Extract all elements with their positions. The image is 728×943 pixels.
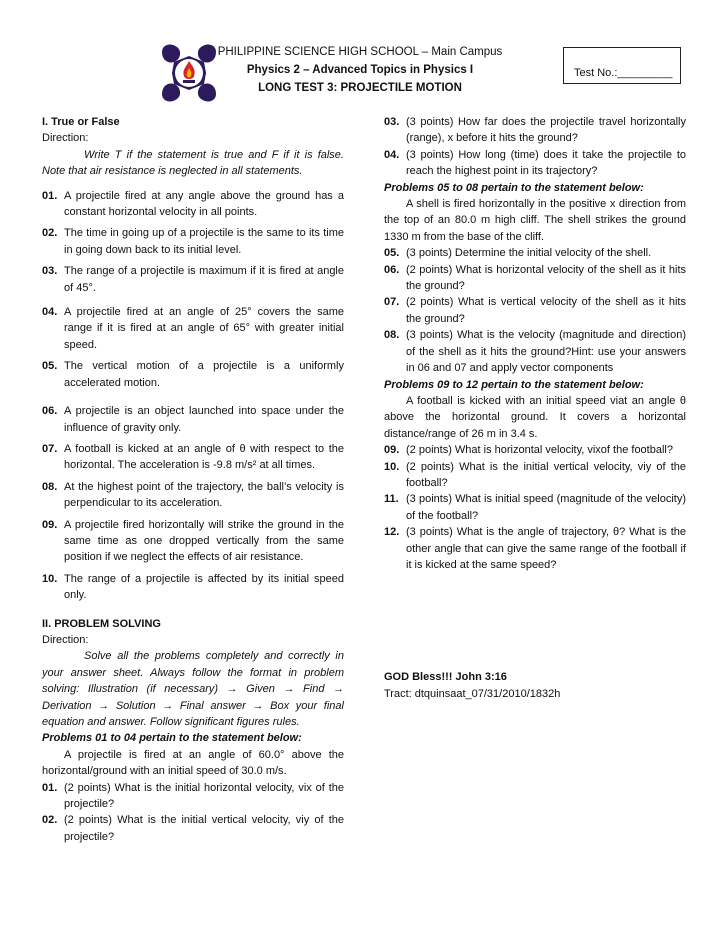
list-item: 07. A football is kicked at an angle of θ with respect to the horizontal. The acceleration is -9.8 m/s² at all times. (42, 442, 344, 472)
list-item: 08. At the highest point of the trajectory, the ball’s velocity is perpendicular to its acceleration. (42, 480, 344, 510)
part2-direction-label: Direction: (42, 633, 89, 646)
test-number-label: Test No.:_________ (574, 67, 673, 79)
part1-title: I. True or False (42, 116, 120, 128)
left-column (42, 114, 344, 845)
tract-info: Tract: dtquinsaat_07/31/2010/1832h (384, 687, 561, 700)
group1-heading: Problems 01 to 04 pertain to the statement below: (42, 732, 302, 745)
list-item: 09. A projectile fired horizontally will strike the ground in the same time as one dropped vertically from the same position if we neglect the effects of air resistance. (42, 518, 344, 564)
list-item: 08. (3 points) What is the velocity (magnitude and direction) of the shell as it hits the ground?Hint: use your answers in 06 and 07 and apply vector components (384, 329, 686, 375)
list-item: 02. (2 points) What is the initial vertical velocity, viy of the projectile? (42, 814, 344, 843)
list-item: 01. A projectile fired at any angle above the ground has a constant horizontal velocity in all points. (42, 189, 344, 219)
list-item: 12. (3 points) What is the angle of trajectory, θ? What is the other angle that can give the same range of the football if it is kicked at the same speed? (384, 526, 686, 571)
list-item: 11. (3 points) What is initial speed (magnitude of the velocity) of the football? (384, 493, 686, 522)
group3-heading: Problems 09 to 12 pertain to the statement below: (384, 378, 644, 391)
list-item: 09. (2 points) What is horizontal velocity, vixof the football? (384, 444, 673, 457)
list-item: 05. (3 points) Determine the initial velocity of the shell. (384, 247, 652, 260)
list-item: 07. (2 points) What is vertical velocity of the shell as it hits the ground? (384, 296, 686, 325)
list-item: 10. (2 points) What is the initial vertical velocity, viy of the football? (384, 460, 686, 489)
list-item: 01. (2 points) What is the initial horizontal velocity, vix of the projectile? (42, 781, 344, 811)
part2-direction: Solve all the problems completely and correctly in your answer sheet. Always follow the format in problem solving: Illustration (if necessary) → Given → Find → Derivation → Solution → Final answer → Box your final equation and answer. Follow significant figures rules. (42, 650, 344, 728)
group3-statement: A football is kicked with an initial speed viat an angle θ above the horizontal ground. It covers a horizontal distance/range of 26 m in 3.4 s. (384, 394, 686, 440)
list-item: 06. (2 points) What is horizontal velocity of the shell as it hits the ground? (384, 263, 686, 293)
right-column (384, 114, 686, 702)
true-false-list (42, 188, 344, 604)
list-item: 03. (3 points) How far does the projectile travel horizontally (range), x before it hits the ground? (384, 116, 686, 145)
group2-heading: Problems 05 to 08 pertain to the statement below: (384, 181, 644, 194)
list-item: 04. A projectile fired at an angle of 25° covers the same range if it is fired at an angle of 65° with greater initial speed. (42, 306, 344, 351)
blessing: GOD Bless!!! John 3:16 (384, 671, 507, 684)
list-item: 02. The time in going up of a projectile is the same to its time in going down back to its initial level. (42, 227, 344, 256)
group2-statement: A shell is fired horizontally in the positive x direction from the top of an 80.0 m high cliff. The shell strikes the ground 1330 m from the base of the cliff. (384, 198, 686, 243)
course-title: Physics 2 – Advanced Topics in Physics I (246, 64, 474, 76)
list-item: 05. The vertical motion of a projectile is a uniformly accelerated motion. (42, 360, 344, 389)
list-item: 06. A projectile is an object launched into space under the influence of gravity only. (42, 405, 344, 434)
list-item: 03. The range of a projectile is maximum if it is fired at angle of 45°. (42, 265, 344, 294)
group1-statement: A projectile is fired at an angle of 60.0° above the horizontal/ground with an initial speed of 30.0 m/s. (42, 748, 344, 778)
list-item: 04. (3 points) How long (time) does it take the projectile to reach the highest point in its trajectory? (384, 148, 686, 178)
list-item: 10. The range of a projectile is affected by its initial speed only. (42, 572, 344, 602)
test-number-box[interactable] (563, 47, 681, 84)
part2-title: II. PROBLEM SOLVING (42, 617, 161, 630)
part1-direction-label: Direction: (42, 132, 89, 145)
exam-title: LONG TEST 3: PROJECTILE MOTION (258, 82, 462, 94)
part1-direction: Write T if the statement is true and F if it is false. Note that air resistance is neglected in all statements. (42, 148, 344, 178)
school-name: PHILIPPINE SCIENCE HIGH SCHOOL – Main Campus (217, 46, 503, 58)
